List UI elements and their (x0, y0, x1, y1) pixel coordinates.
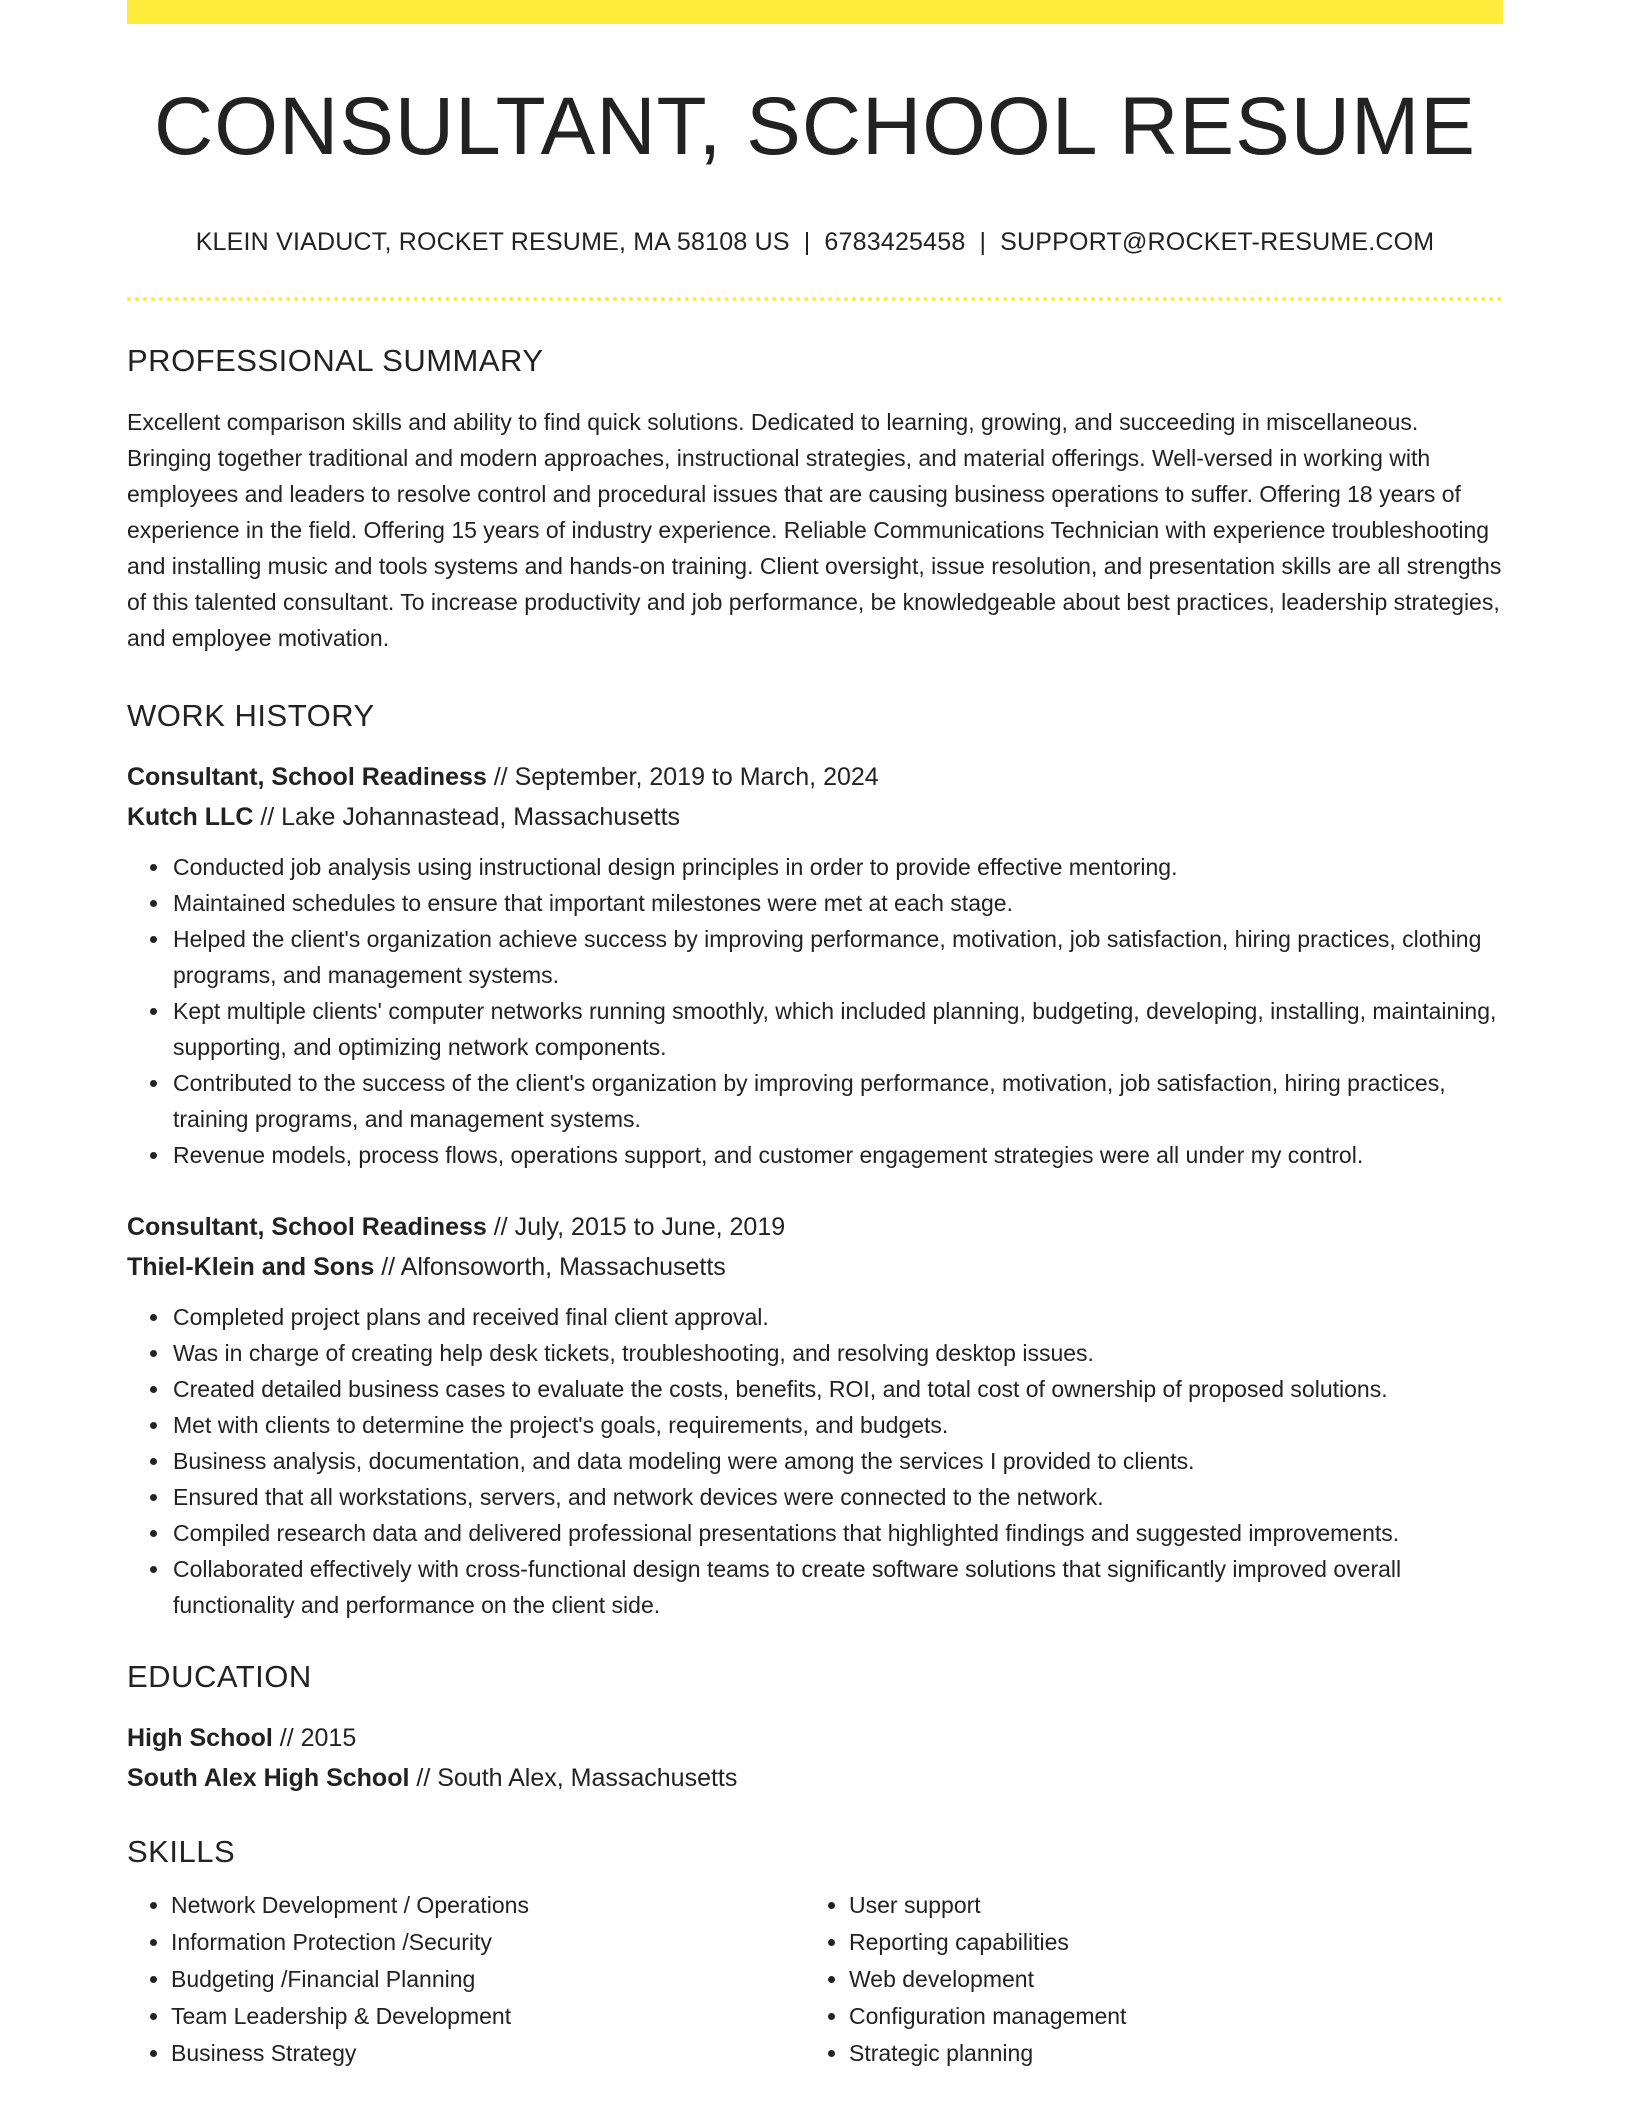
list-item: • Maintained schedules to ensure that important milestones were met at each stage. (171, 885, 1503, 921)
list-item: • Business analysis, documentation, and data modeling were among the services I provided to clients. (171, 1443, 1503, 1479)
job-company-line (127, 797, 1503, 837)
job-entry (127, 757, 1503, 1173)
skills-columns (127, 1887, 1503, 2072)
section-heading-summary: PROFESSIONAL SUMMARY (127, 343, 544, 379)
header-divider (127, 297, 1503, 301)
contact-address: KLEIN VIADUCT, ROCKET RESUME, MA 58108 US (195, 228, 790, 257)
list-item: • Budgeting /Financial Planning (171, 1961, 805, 1998)
education-location: // South Alex, Massachusetts (409, 1764, 738, 1793)
resume-page (127, 0, 1503, 2072)
top-accent-bar (127, 0, 1503, 24)
contact-separator: | (979, 228, 987, 257)
job-company: Thiel-Klein and Sons (127, 1253, 375, 1282)
skills-left-column (127, 1887, 805, 2072)
contact-email: SUPPORT@ROCKET-RESUME.COM (1000, 228, 1435, 257)
list-item: • Created detailed business cases to evaluate the costs, benefits, ROI, and total cost of ownership of proposed solutions. (171, 1371, 1503, 1407)
contact-phone: 6783425458 (824, 228, 966, 257)
job-bullets (127, 849, 1503, 1173)
job-title: Consultant, School Readiness (127, 763, 487, 792)
job-company: Kutch LLC (127, 803, 254, 832)
education-degree: High School (127, 1724, 273, 1753)
list-item: • User support (849, 1887, 1483, 1924)
education-entry (127, 1718, 1503, 1798)
section-heading-skills: SKILLS (127, 1834, 236, 1870)
job-title: Consultant, School Readiness (127, 1213, 487, 1242)
list-item: • Information Protection /Security (171, 1924, 805, 1961)
list-item: • Web development (849, 1961, 1483, 1998)
list-item: • Configuration management (849, 1998, 1483, 2035)
section-heading-education: EDUCATION (127, 1659, 312, 1695)
job-location: // Lake Johannastead, Massachusetts (253, 803, 681, 832)
job-title-line (127, 1207, 1503, 1247)
job-location: // Alfonsoworth, Massachusetts (374, 1253, 726, 1282)
job-bullets (127, 1299, 1503, 1623)
list-item: • Helped the client's organization achieve success by improving performance, motivation, job satisfaction, hiring practices, clothing programs, and management systems. (171, 921, 1503, 993)
contact-separator: | (803, 228, 811, 257)
list-item: • Kept multiple clients' computer networks running smoothly, which included planning, budgeting, developing, installing, maintaining, supporting, and optimizing network components. (171, 993, 1503, 1065)
job-company-line (127, 1247, 1503, 1287)
job-dates: // September, 2019 to March, 2024 (486, 763, 879, 792)
list-item: • Ensured that all workstations, servers, and network devices were connected to the network. (171, 1479, 1503, 1515)
job-title-line (127, 757, 1503, 797)
contact-line (127, 228, 1503, 257)
list-item: • Strategic planning (849, 2035, 1483, 2072)
list-item: • Collaborated effectively with cross-functional design teams to create software solutions that significantly improved overall functionality and performance on the client side. (171, 1551, 1503, 1623)
list-item: • Network Development / Operations (171, 1887, 805, 1924)
education-year: // 2015 (272, 1724, 357, 1753)
list-item: • Was in charge of creating help desk tickets, troubleshooting, and resolving desktop issues. (171, 1335, 1503, 1371)
education-school: South Alex High School (127, 1764, 410, 1793)
list-item: • Team Leadership & Development (171, 1998, 805, 2035)
list-item: • Contributed to the success of the client's organization by improving performance, motivation, job satisfaction, hiring practices, training programs, and management systems. (171, 1065, 1503, 1137)
skills-right-column (805, 1887, 1483, 2072)
resume-title: CONSULTANT, SCHOOL RESUME (154, 81, 1476, 172)
job-entry (127, 1207, 1503, 1623)
list-item: • Revenue models, process flows, operations support, and customer engagement strategies were all under my control. (171, 1137, 1503, 1173)
list-item: • Met with clients to determine the project's goals, requirements, and budgets. (171, 1407, 1503, 1443)
section-heading-work: WORK HISTORY (127, 698, 375, 734)
summary-text: Excellent comparison skills and ability to find quick solutions. Dedicated to learning, growing, and succeeding in miscellaneous. Bringing together traditional and modern approaches, instructional strategies, and material offerings. Well-versed in working with employees and leaders to resolve control and procedural issues that are causing business operations to suffer. Offering 18 years of experience in the field. Offering 15 years of industry experience. Reliable Communications Technician with experience troubleshooting and installing music and tools systems and hands-on training. Client oversight, issue resolution, and presentation skills are all strengths of this talented consultant. To increase productivity and job performance, be knowledgeable about best practices, leadership strategies, and employee motivation. (127, 409, 1502, 652)
list-item: • Conducted job analysis using instructional design principles in order to provide effective mentoring. (171, 849, 1503, 885)
education-degree-line (127, 1718, 1503, 1758)
list-item: • Business Strategy (171, 2035, 805, 2072)
list-item: • Reporting capabilities (849, 1924, 1483, 1961)
education-school-line (127, 1758, 1503, 1798)
job-dates: // July, 2015 to June, 2019 (486, 1213, 786, 1242)
list-item: • Compiled research data and delivered professional presentations that highlighted findings and suggested improvements. (171, 1515, 1503, 1551)
list-item: • Completed project plans and received final client approval. (171, 1299, 1503, 1335)
